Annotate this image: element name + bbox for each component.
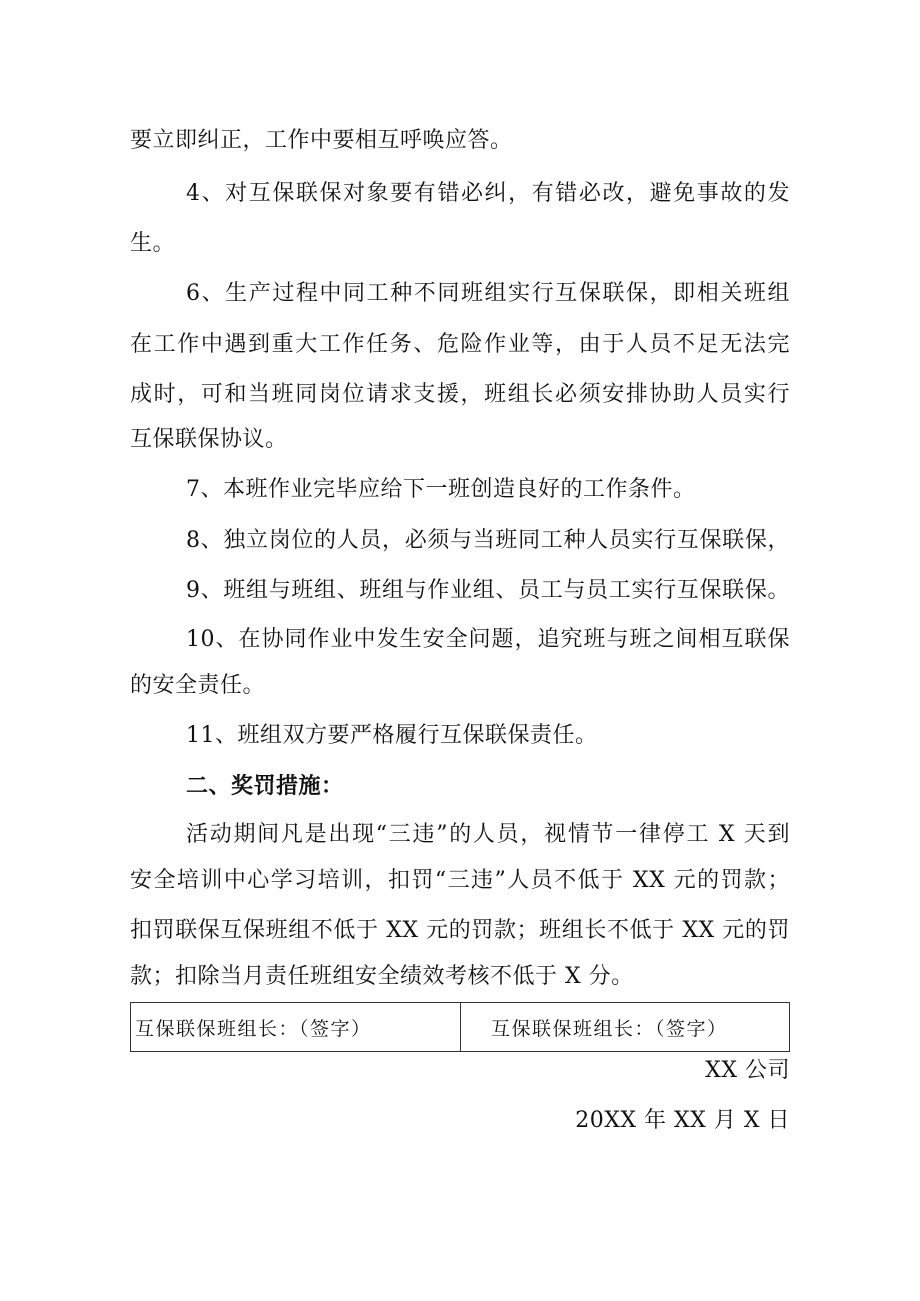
footer-date: 20XX 年 XX 月 X 日	[575, 1108, 790, 1133]
paragraph-6-line-1: 6、生产过程中同工种不同班组实行互保联保，即相关班组	[186, 281, 790, 306]
section-2-line-4: 款；扣除当月责任班组安全绩效考核不低于 X 分。	[130, 964, 634, 989]
signature-table	[130, 1002, 790, 1052]
paragraph-8: 8、独立岗位的人员，必须与当班同工种人员实行互保联保，	[186, 528, 790, 553]
paragraph-3-end: 要立即纠正，工作中要相互呼唤应答。	[130, 128, 513, 153]
paragraph-10-line-1: 10、在协同作业中发生安全问题，追究班与班之间相互联保	[186, 627, 790, 652]
paragraph-6-line-4: 互保联保协议。	[130, 427, 288, 452]
paragraph-4-line-1: 4、对互保联保对象要有错必纠，有错必改，避免事故的发	[186, 181, 790, 206]
signature-row	[131, 1003, 790, 1052]
paragraph-6-line-3: 成时，可和当班同岗位请求支援，班组长必须安排协助人员实行	[130, 382, 790, 407]
paragraph-6-line-2: 在工作中遇到重大工作任务、危险作业等，由于人员不足无法完	[130, 332, 790, 357]
signature-cell-left: 互保联保班组长：（签字）	[131, 1003, 461, 1052]
paragraph-10-line-2: 的安全责任。	[130, 673, 266, 698]
signature-cell-right: 互保联保班组长：（签字）	[461, 1003, 790, 1052]
section-2-line-3: 扣罚联保互保班组不低于 XX 元的罚款；班组长不低于 XX 元的罚	[130, 918, 790, 943]
section-2-line-1: 活动期间凡是出现“三违”的人员，视情节一律停工 X 天到	[186, 822, 790, 847]
paragraph-7: 7、本班作业完毕应给下一班创造良好的工作条件。	[186, 477, 696, 502]
paragraph-4-line-2: 生。	[130, 231, 176, 256]
footer-company: XX 公司	[705, 1058, 790, 1083]
paragraph-9: 9、班组与班组、班组与作业组、员工与员工实行互保联保。	[186, 578, 790, 603]
section-2-heading: 二、奖罚措施：	[186, 773, 344, 799]
section-2-line-2: 安全培训中心学习培训，扣罚“三违”人员不低于 XX 元的罚款；	[130, 868, 790, 893]
paragraph-11: 11、班组双方要严格履行互保联保责任。	[186, 723, 598, 748]
